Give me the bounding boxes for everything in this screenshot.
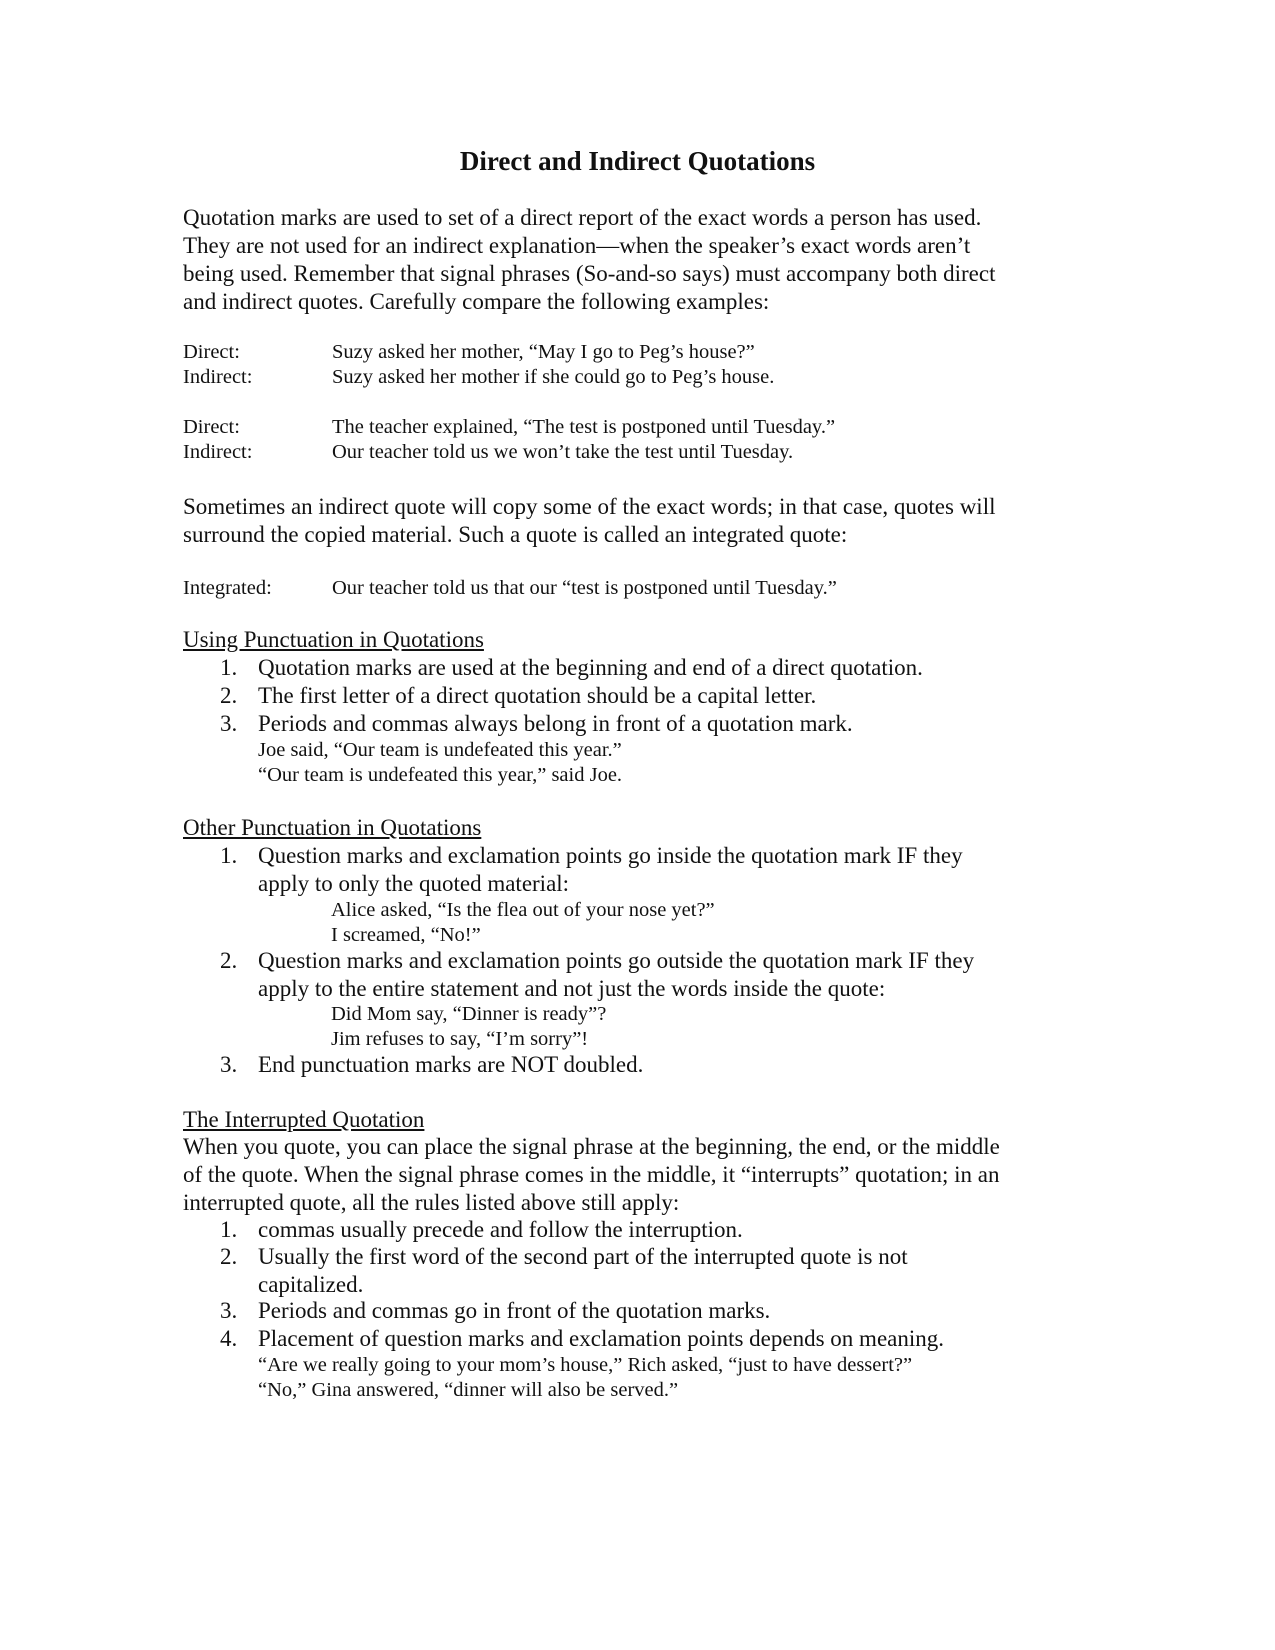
section-heading-interrupted-quotation: The Interrupted Quotation bbox=[183, 1107, 425, 1132]
interrupted-line: interrupted quote, all the rules listed above still apply: bbox=[183, 1190, 680, 1215]
list-number: 1. bbox=[220, 1217, 238, 1242]
interrupted-line: of the quote. When the signal phrase comes in the middle, it “interrupts” quotation; in an bbox=[183, 1162, 1000, 1187]
quote-example: Did Mom say, “Dinner is ready”? bbox=[331, 1003, 607, 1025]
example-label: Direct: bbox=[183, 416, 240, 438]
list-text: commas usually precede and follow the interruption. bbox=[258, 1217, 743, 1242]
example-text: The teacher explained, “The test is postponed until Tuesday.” bbox=[332, 416, 836, 438]
quote-example: Joe said, “Our team is undefeated this year.” bbox=[258, 739, 622, 761]
intro-line: They are not used for an indirect explanation—when the speaker’s exact words aren’t bbox=[183, 233, 971, 258]
intro-line: Quotation marks are used to set of a direct report of the exact words a person has used. bbox=[183, 205, 982, 230]
quote-example: “No,” Gina answered, “dinner will also be served.” bbox=[258, 1379, 679, 1401]
list-text: Quotation marks are used at the beginning and end of a direct quotation. bbox=[258, 655, 923, 680]
list-number: 2. bbox=[220, 1244, 238, 1269]
list-number: 1. bbox=[220, 655, 238, 680]
quote-example: “Our team is undefeated this year,” said Joe. bbox=[258, 764, 623, 786]
list-text bbox=[258, 1243, 908, 1299]
list-text: Placement of question marks and exclamation points depends on meaning. bbox=[258, 1326, 945, 1351]
list-number: 2. bbox=[220, 948, 238, 973]
page-title: Direct and Indirect Quotations bbox=[459, 146, 816, 176]
intro-line: and indirect quotes. Carefully compare the following examples: bbox=[183, 289, 770, 314]
list-text-line: Question marks and exclamation points go inside the quotation mark IF they bbox=[258, 843, 963, 868]
list-text-line: Usually the first word of the second part of the interrupted quote is not bbox=[258, 1244, 908, 1269]
list-number: 3. bbox=[220, 1052, 238, 1077]
section-heading-other-punctuation: Other Punctuation in Quotations bbox=[183, 815, 482, 840]
interrupted-line: When you quote, you can place the signal phrase at the beginning, the end, or the middle bbox=[183, 1134, 1000, 1159]
quote-example: Jim refuses to say, “I’m sorry”! bbox=[331, 1028, 589, 1050]
quote-example: “Are we really going to your mom’s house,” Rich asked, “just to have dessert?” bbox=[258, 1354, 913, 1376]
quote-example: Alice asked, “Is the flea out of your nose yet?” bbox=[331, 899, 715, 921]
example-text: Our teacher told us we won’t take the test until Tuesday. bbox=[332, 441, 794, 463]
list-number: 4. bbox=[220, 1326, 238, 1351]
example-label: Direct: bbox=[183, 341, 240, 363]
intro-paragraph bbox=[183, 204, 1083, 316]
example-text: Suzy asked her mother if she could go to Peg’s house. bbox=[332, 366, 775, 388]
list-number: 2. bbox=[220, 683, 238, 708]
list-text bbox=[258, 842, 963, 898]
list-number: 1. bbox=[220, 843, 238, 868]
interrupted-paragraph bbox=[183, 1133, 1103, 1217]
quote-example: I screamed, “No!” bbox=[331, 924, 481, 946]
example-label: Integrated: bbox=[183, 577, 272, 599]
list-text-line: apply to the entire statement and not just the words inside the quote: bbox=[258, 976, 886, 1001]
list-text: Periods and commas go in front of the quotation marks. bbox=[258, 1298, 771, 1323]
list-text: The first letter of a direct quotation should be a capital letter. bbox=[258, 683, 817, 708]
example-text: Our teacher told us that our “test is postponed until Tuesday.” bbox=[332, 577, 837, 599]
list-text-line: Question marks and exclamation points go outside the quotation mark IF they bbox=[258, 948, 975, 973]
section-heading-using-punctuation: Using Punctuation in Quotations bbox=[183, 627, 484, 652]
list-text bbox=[258, 947, 974, 1003]
integrated-line: Sometimes an indirect quote will copy some of the exact words; in that case, quotes will bbox=[183, 494, 996, 519]
list-text-line: apply to only the quoted material: bbox=[258, 871, 570, 896]
list-text: End punctuation marks are NOT doubled. bbox=[258, 1052, 644, 1077]
list-text: Periods and commas always belong in front of a quotation mark. bbox=[258, 711, 853, 736]
list-number: 3. bbox=[220, 711, 238, 736]
example-label: Indirect: bbox=[183, 366, 253, 388]
integrated-paragraph bbox=[183, 493, 1083, 549]
list-number: 3. bbox=[220, 1298, 238, 1323]
example-label: Indirect: bbox=[183, 441, 253, 463]
integrated-line: surround the copied material. Such a quote is called an integrated quote: bbox=[183, 522, 848, 547]
example-text: Suzy asked her mother, “May I go to Peg’s house?” bbox=[332, 341, 755, 363]
intro-line: being used. Remember that signal phrases (So-and-so says) must accompany both direct bbox=[183, 261, 996, 286]
list-text-line: capitalized. bbox=[258, 1272, 364, 1297]
